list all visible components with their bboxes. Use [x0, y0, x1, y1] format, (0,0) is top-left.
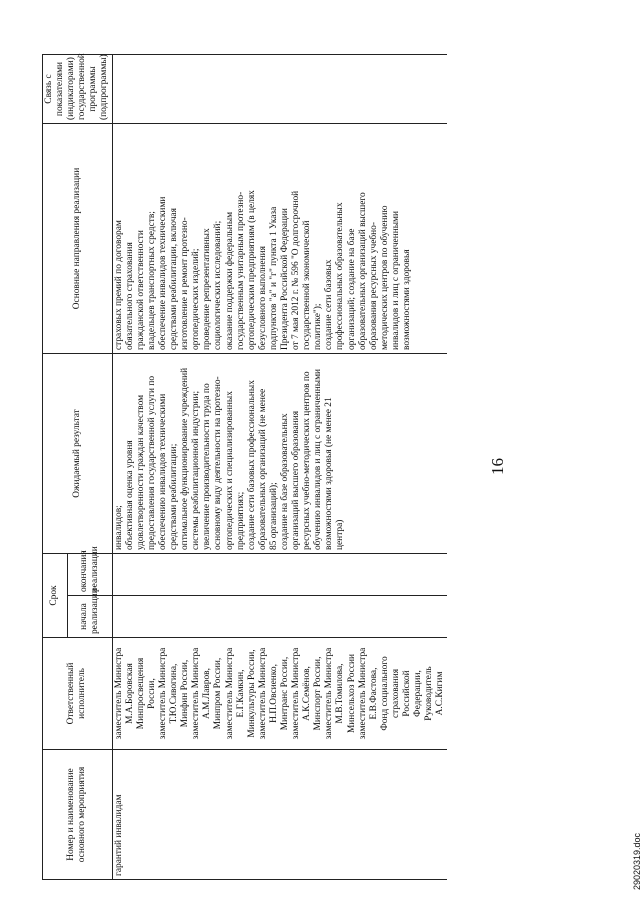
cell-text-line: подпунктов "а" и "г" пункта 1 Указа: [268, 206, 279, 350]
cell-text-line: методических центров по обучению: [379, 205, 390, 350]
cell-text-line: заместитель Министра: [257, 647, 268, 740]
cell-text-line: Федерации,: [413, 670, 424, 717]
cell-text-line: политике");: [313, 303, 324, 350]
cell-text-line: Минспорт России,: [313, 656, 324, 731]
cell-text-line: профессиональных образовательных: [335, 202, 346, 350]
table-row: [112, 55, 447, 880]
cell-text-line: от 7 мая 2012 г. № 596 "О долгосрочной: [291, 190, 302, 350]
cell-text-line: оказание поддержки федеральным: [224, 211, 235, 350]
cell-text-line: Президента Российской Федерации: [279, 208, 290, 350]
cell-text-line: удовлетворенности граждан качеством: [135, 394, 146, 550]
cell-text-line: России,: [146, 678, 157, 709]
cell-text-line: 85 организаций);: [268, 482, 279, 550]
cell-text-line: М.В.Томилова,: [335, 663, 346, 724]
cell-text-line: создание сети базовых профессиональных: [246, 380, 257, 550]
header-responsible: Ответственный исполнитель: [43, 638, 113, 750]
header-term-start: начала реализации: [67, 596, 112, 638]
cell-text-line: Руководитель: [424, 666, 435, 721]
cell-text-line: безусловного выполнения: [257, 246, 268, 350]
cell-text-line: государственной экономической: [302, 220, 313, 350]
cell-number-name: гарантий инвалидам: [112, 750, 447, 880]
cell-text-line: Е.Г.Камкин,: [235, 669, 246, 718]
cell-text-line: ортопедическим предприятиям (в целях: [246, 190, 257, 350]
cell-text-line: Минтранс России,: [279, 656, 290, 731]
cell-text-line: Минкультуры России,: [246, 649, 257, 738]
cell-text-line: средствами реабилитации;: [169, 443, 180, 550]
cell-text-line: инвалидов и лиц с ограниченными: [390, 211, 401, 350]
header-main-directions: Основные направления реализации: [43, 124, 113, 354]
cell-responsible: [112, 638, 447, 750]
header-term: Срок: [43, 554, 68, 638]
cell-text-line: Минпром России,: [213, 657, 224, 730]
cell-text-line: Т.Ю.Сивогина,: [169, 663, 180, 724]
cell-term-start: [112, 596, 447, 638]
cell-text-line: обеспечение инвалидов техническими: [157, 196, 168, 350]
cell-indicators-link: [112, 55, 447, 124]
cell-text-line: А.М.Лавров,: [202, 668, 213, 719]
cell-text-line: А.К.Семёнов,: [302, 666, 313, 721]
cell-text-line: предприятиях;: [235, 491, 246, 550]
cell-expected-result: [112, 354, 447, 554]
cell-text-line: инвалидов;: [113, 505, 124, 550]
cell-text-line: государственным унитарным протезно-: [235, 191, 246, 350]
rotated-document-page: [40, 30, 642, 890]
cell-text-line: заместитель Министра: [113, 647, 124, 740]
cell-term-end: [112, 554, 447, 596]
activities-table: [42, 54, 447, 880]
cell-text-line: возможностями здоровья: [402, 249, 412, 350]
cell-text-line: обучению инвалидов и лиц с ограниченными: [313, 368, 324, 550]
cell-text-line: обязательного страхования: [124, 242, 135, 350]
cell-text-line: страхования: [390, 668, 401, 719]
cell-text-line: изготовление и ремонт протезно-: [180, 217, 191, 350]
cell-text-line: Минсельхоз России: [346, 653, 357, 734]
page-number: 16: [488, 458, 507, 475]
cell-text-line: основному виду деятельности на протезно-: [213, 376, 224, 550]
cell-text-line: владельцев транспортных средств;: [146, 211, 157, 350]
cell-text-line: заместитель Министра: [191, 647, 202, 740]
header-indicators-link: Связь с показателями (индикаторами) государственной программы (подпрограммы): [43, 55, 113, 124]
header-term-end: окончания реализации: [67, 554, 112, 596]
cell-text-line: гражданской ответственности: [135, 230, 146, 350]
cell-text-line: ортопедических и специализированных: [224, 391, 235, 550]
cell-text-line: создание на базе образовательных: [279, 413, 290, 550]
cell-text-line: обеспечению инвалидов техническими: [157, 393, 168, 550]
cell-text-line: ресурсных учебно-методических центров по: [302, 371, 313, 550]
cell-text-line: Фонд социального: [379, 656, 390, 731]
cell-text-line: организаций высшего образования: [291, 410, 302, 550]
cell-text-line: увеличение производительности труда по: [202, 383, 213, 550]
cell-text-line: заместитель Министра: [157, 647, 168, 740]
cell-main-directions: [112, 124, 447, 354]
cell-text-line: М.А.Боровская: [124, 663, 135, 724]
cell-text-line: образования ресурсных учебно-: [368, 222, 379, 350]
header-number-name: Номер и наименование основного мероприятия: [43, 750, 113, 880]
cell-text-line: Е.В.Фастова,: [368, 667, 379, 720]
cell-text-line: оптимальное функционирование учреждений: [180, 367, 191, 550]
cell-text-line: создание сети базовых: [324, 259, 335, 350]
cell-text-line: ортопедических изделий;: [191, 248, 202, 350]
cell-text-line: проведение репрезентативных: [202, 228, 213, 350]
cell-text-line: предоставления государственной услуги по: [146, 375, 157, 550]
cell-text-line: Минпросвещения: [135, 657, 146, 730]
document-filename: 29020319.doc: [632, 832, 642, 890]
cell-text-line: образовательных организаций высшего: [357, 192, 368, 350]
cell-text-line: Российской: [402, 670, 412, 717]
cell-text-line: заместитель Министра: [291, 647, 302, 740]
cell-text-line: объективная оценка уровня: [124, 440, 135, 550]
cell-text-line: системы реабилитационной индустрии;: [191, 390, 202, 550]
cell-text-line: центра): [335, 519, 346, 550]
cell-text-line: заместитель Министра: [324, 647, 335, 740]
cell-text-line: средствами реабилитации, включая: [169, 208, 180, 350]
cell-text-line: образовательных организаций (не менее: [257, 388, 268, 550]
cell-text-line: Минфин России,: [180, 659, 191, 728]
cell-text-line: социологических исследований;: [213, 220, 224, 350]
cell-text-line: А.С.Кигим: [435, 671, 446, 716]
header-expected-result: Ожидаемый результат: [43, 354, 113, 554]
cell-text-line: заместитель Министра: [357, 647, 368, 740]
cell-text-line: организаций; создание на базе: [346, 228, 357, 350]
cell-text-line: Н.П.Овсиенко,: [268, 664, 279, 723]
cell-text-line: страховых премий по договорам: [113, 220, 124, 350]
cell-text-line: возможностями здоровья (не менее 21: [324, 397, 335, 550]
cell-text-line: заместитель Министра: [224, 647, 235, 740]
